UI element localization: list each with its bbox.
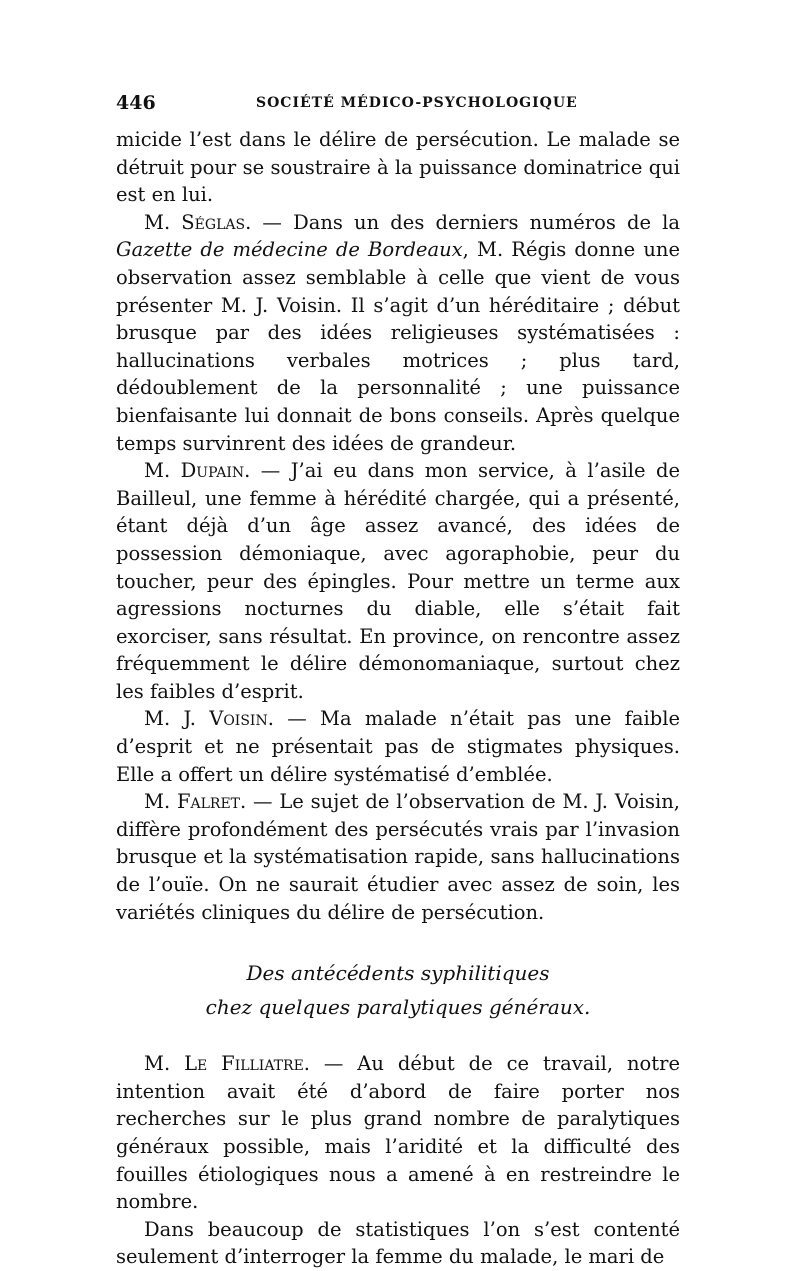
speaker-name: M. Le Filliatre. xyxy=(144,1052,310,1076)
paragraph-text: — Au début de ce travail, notre intention avait été d’abord de faire porter nos recherches sur le plus grand nombre de paralytiques généraux possible, mais l’aridité et la difficulté des fouilles étiologiques nous a amené à en restreindre le nombre. xyxy=(116,1052,680,1214)
body-text xyxy=(116,126,680,1271)
speaker-name: M. Falret. xyxy=(144,790,247,814)
paragraph-text: — Dans un des derniers numéros de la xyxy=(251,210,681,234)
section-title-line-2: chez quelques paralytiques généraux. xyxy=(205,995,591,1020)
paragraph-text: — Ma malade n’était pas une faible d’esprit et ne présentait pas de stigmates physiques. Elle a offert un délire systématisé d’emblée. xyxy=(116,707,680,786)
paragraph-text: — J’ai eu dans mon service, à l’asile de Bailleul, une femme à hérédité chargée, qui a présenté, étant déjà d’un âge assez avancé, des idées de possession démoniaque, avec agoraphobie, peur du toucher, peur des épingles. Pour mettre un terme aux agressions nocturnes du diable, elle s’était fait exorciser, sans résultat. En province, on rencontre assez fréquemment le délire démonomaniaque, surtout chez les faibles d’esprit. xyxy=(116,459,680,703)
journal-title: Gazette de médecine de Bordeaux xyxy=(116,238,463,262)
speaker-name: M. J. Voisin. xyxy=(144,707,274,731)
paragraph-text: , M. Régis donne une observation assez semblable à celle que vient de vous présenter M. J. Voisin. Il s’agit d’un héréditaire ; début brusque par des idées religieuses systématisées : hallucinations verbales motrices ; plus tard, dédoublement de la personnalité ; une puissance bienfaisante lui donnait de bons conseils. Après quelque temps survinrent des idées de grandeur. xyxy=(116,238,680,455)
running-head: SOCIÉTÉ MÉDICO-PSYCHOLOGIQUE xyxy=(256,95,578,111)
page-number: 446 xyxy=(116,92,156,114)
paragraph-dupain xyxy=(116,457,680,705)
speaker-name: M. Séglas. xyxy=(144,210,252,234)
paragraph-voisin xyxy=(116,705,680,788)
paragraph-text: — Le sujet de l’observation de M. J. Voisin, diffère profondément des persécutés vrais par l’invasion brusque et la systématisation rapide, sans hallucinations de l’ouïe. On ne saurait étudier avec assez de soin, les variétés cliniques du délire de persécution. xyxy=(116,790,680,924)
paragraph-le-filliatre xyxy=(116,1050,680,1216)
paragraph-continuation: micide l’est dans le délire de persécution. Le malade se détruit pour se soustraire à la puissance dominatrice qui est en lui. xyxy=(116,128,680,207)
section-title-line-1: Des antécédents syphilitiques xyxy=(246,961,550,986)
speaker-name: M. Dupain. xyxy=(144,459,251,483)
paragraph-statistiques: Dans beaucoup de statistiques l’on s’est contenté seulement d’interroger la femme du malade, le mari de xyxy=(116,1217,680,1269)
section-title xyxy=(116,956,680,1024)
paragraph-falret xyxy=(116,788,680,926)
paragraph-seglas xyxy=(116,209,680,457)
